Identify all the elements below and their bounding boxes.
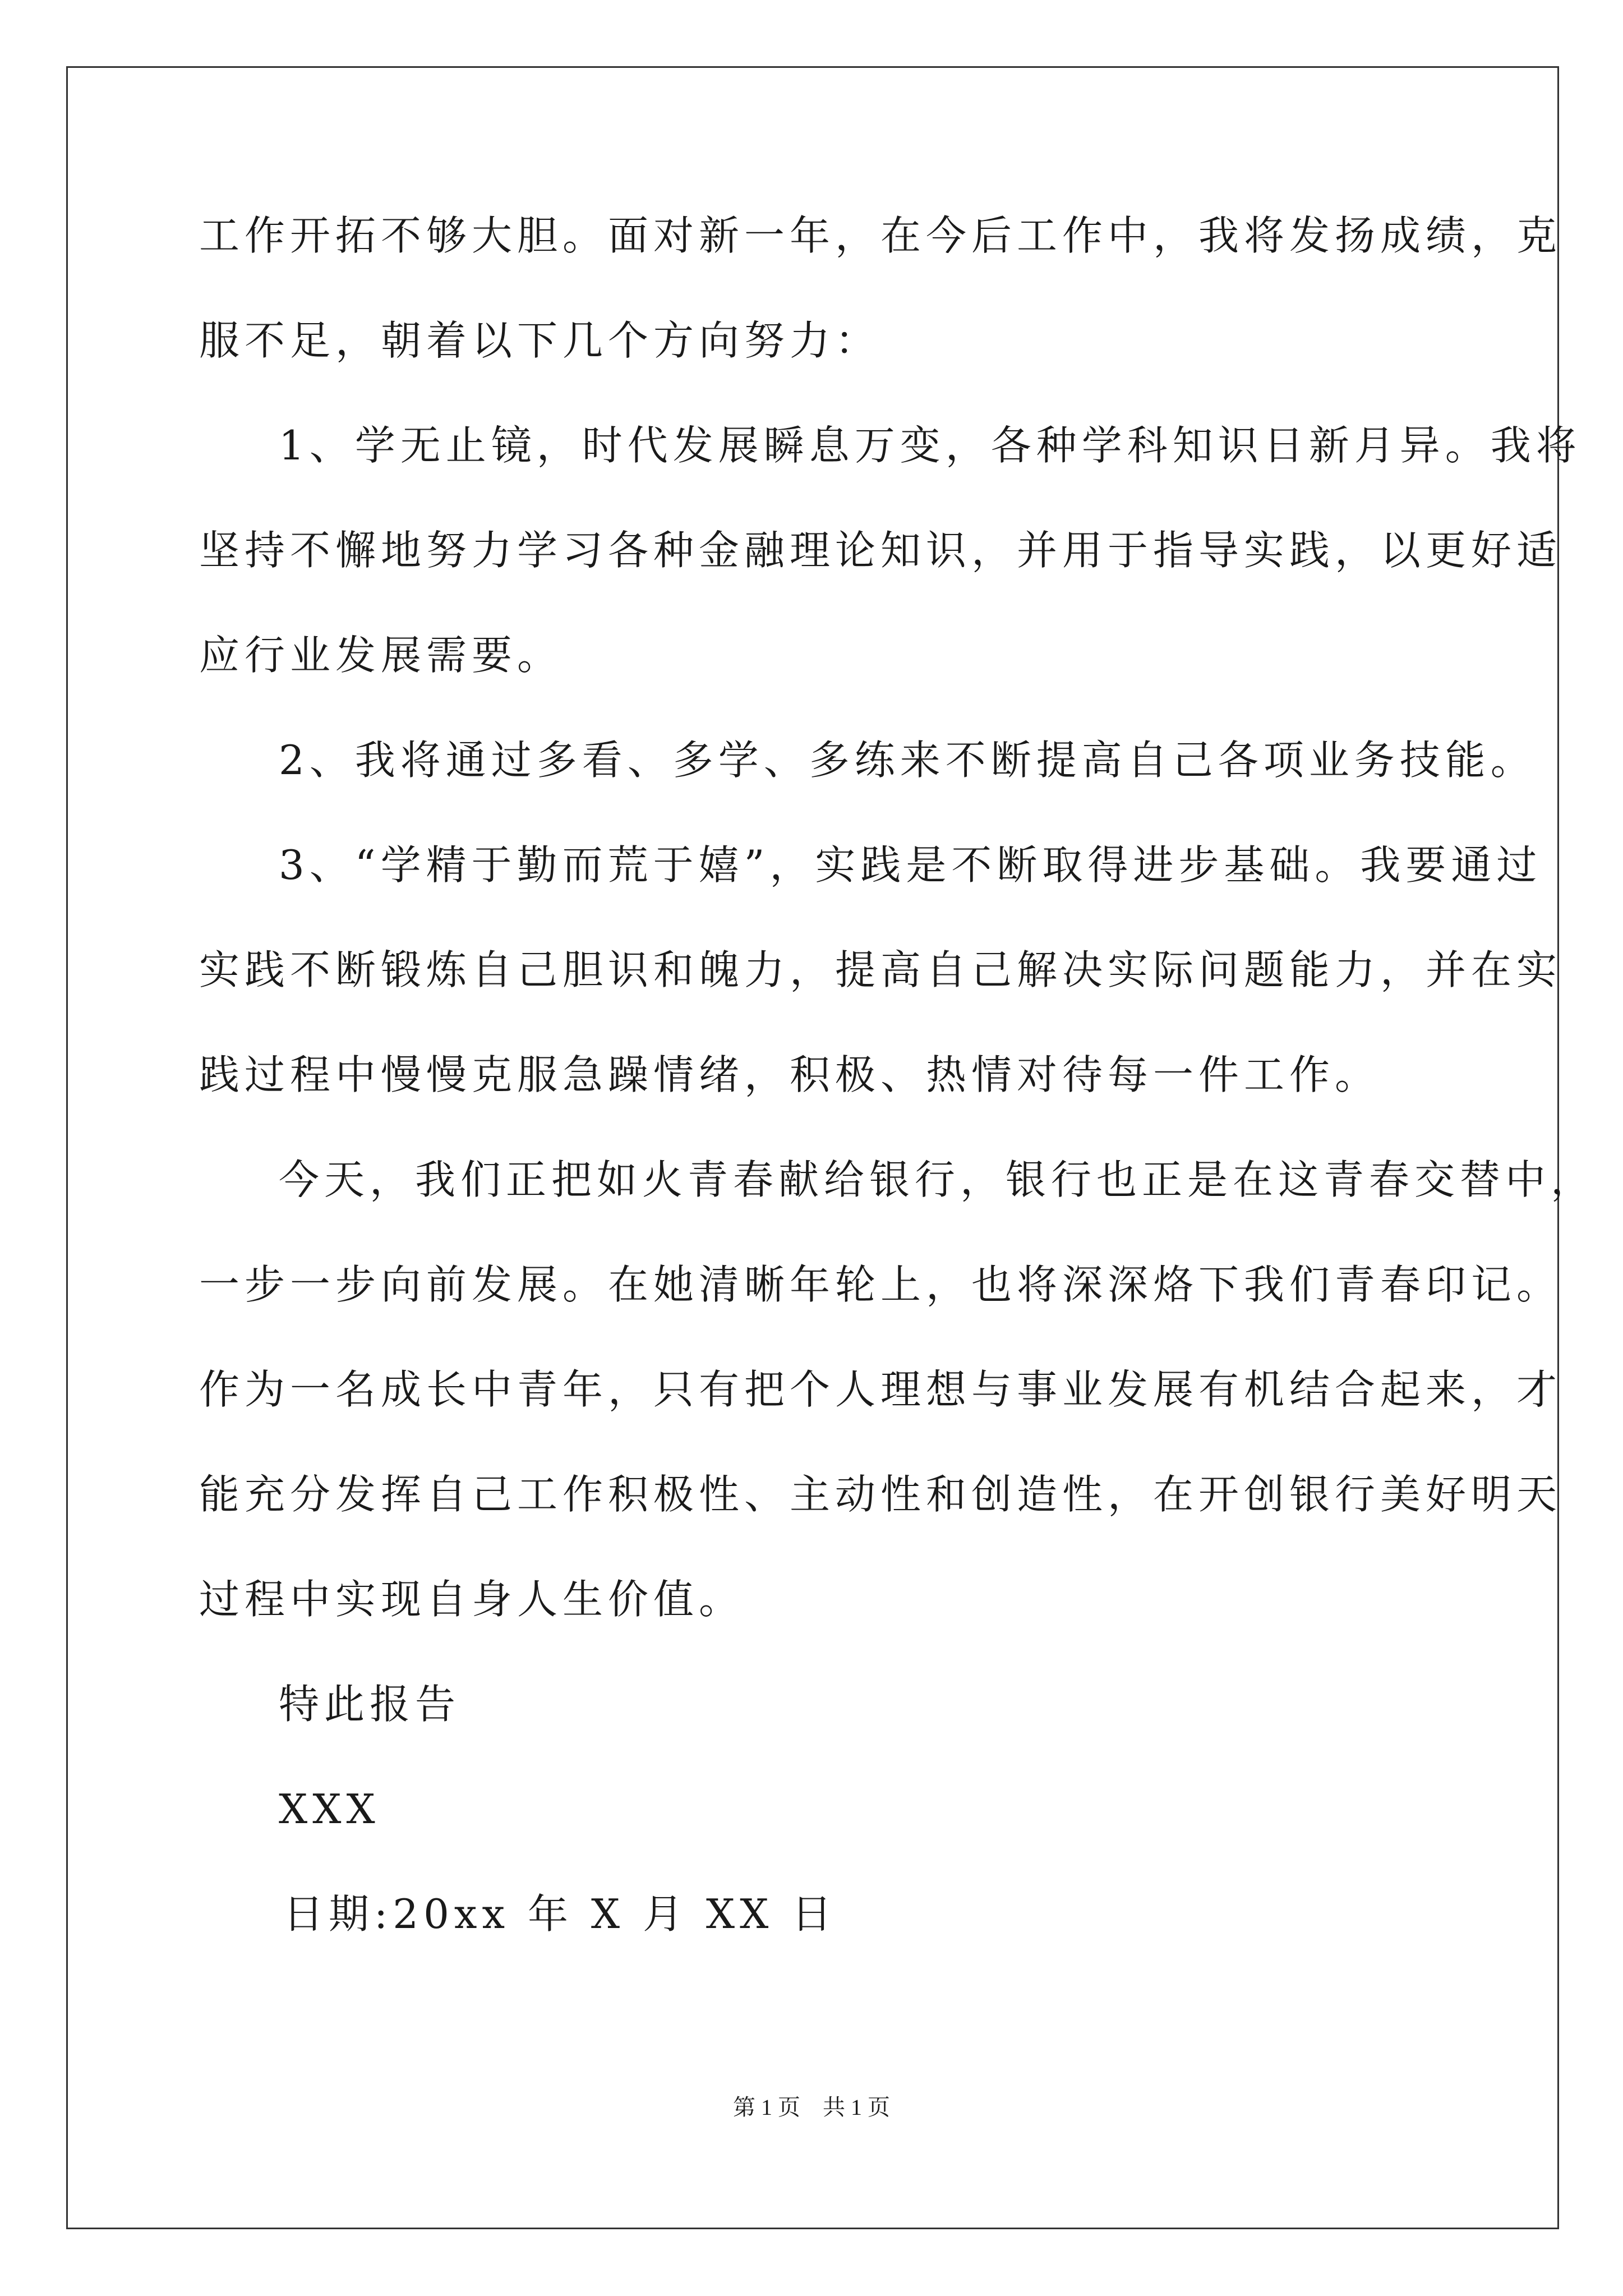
paragraph-start-line: 今天，我们正把如火青春献给银行，银行也正是在这青春交替中， bbox=[279, 1156, 1597, 1203]
body-line: 实践不断锻炼自己胆识和魄力，提高自己解决实际问题能力，并在实 bbox=[199, 946, 1562, 993]
signature-name: XXX bbox=[279, 1786, 380, 1833]
page-number-footer: 第 1 页 共 1 页 bbox=[733, 2095, 890, 2120]
body-line: 工作开拓不够大胆。面对新一年，在今后工作中，我将发扬成绩，克 bbox=[199, 212, 1562, 259]
body-line: 作为一名成长中青年，只有把个人理想与事业发展有机结合起来，才 bbox=[199, 1366, 1562, 1413]
list-item-1-line: 1、学无止镜，时代发展瞬息万变，各种学科知识日新月异。我将 bbox=[279, 422, 1581, 469]
closing-remark: 特此报告 bbox=[279, 1681, 461, 1728]
body-line: 服不足，朝着以下几个方向努力： bbox=[199, 317, 881, 364]
body-line: 过程中实现自身人生价值。 bbox=[199, 1576, 745, 1623]
date-line: 日期:20xx 年 X 月 XX 日 bbox=[283, 1890, 837, 1938]
body-line: 践过程中慢慢克服急躁情绪，积极、热情对待每一件工作。 bbox=[199, 1051, 1381, 1098]
body-line: 坚持不懈地努力学习各种金融理论知识，并用于指导实践，以更好适 bbox=[199, 527, 1562, 574]
list-item-3-line: 3、“学精于勤而荒于嬉”，实践是不断取得进步基础。我要通过 bbox=[279, 841, 1542, 889]
body-line: 应行业发展需要。 bbox=[199, 632, 563, 679]
body-line: 能充分发挥自己工作积极性、主动性和创造性，在开创银行美好明天 bbox=[199, 1471, 1562, 1518]
body-line: 一步一步向前发展。在她清晰年轮上，也将深深烙下我们青春印记。 bbox=[199, 1261, 1562, 1308]
list-item-2-line: 2、我将通过多看、多学、多练来不断提高自己各项业务技能。 bbox=[279, 737, 1536, 784]
